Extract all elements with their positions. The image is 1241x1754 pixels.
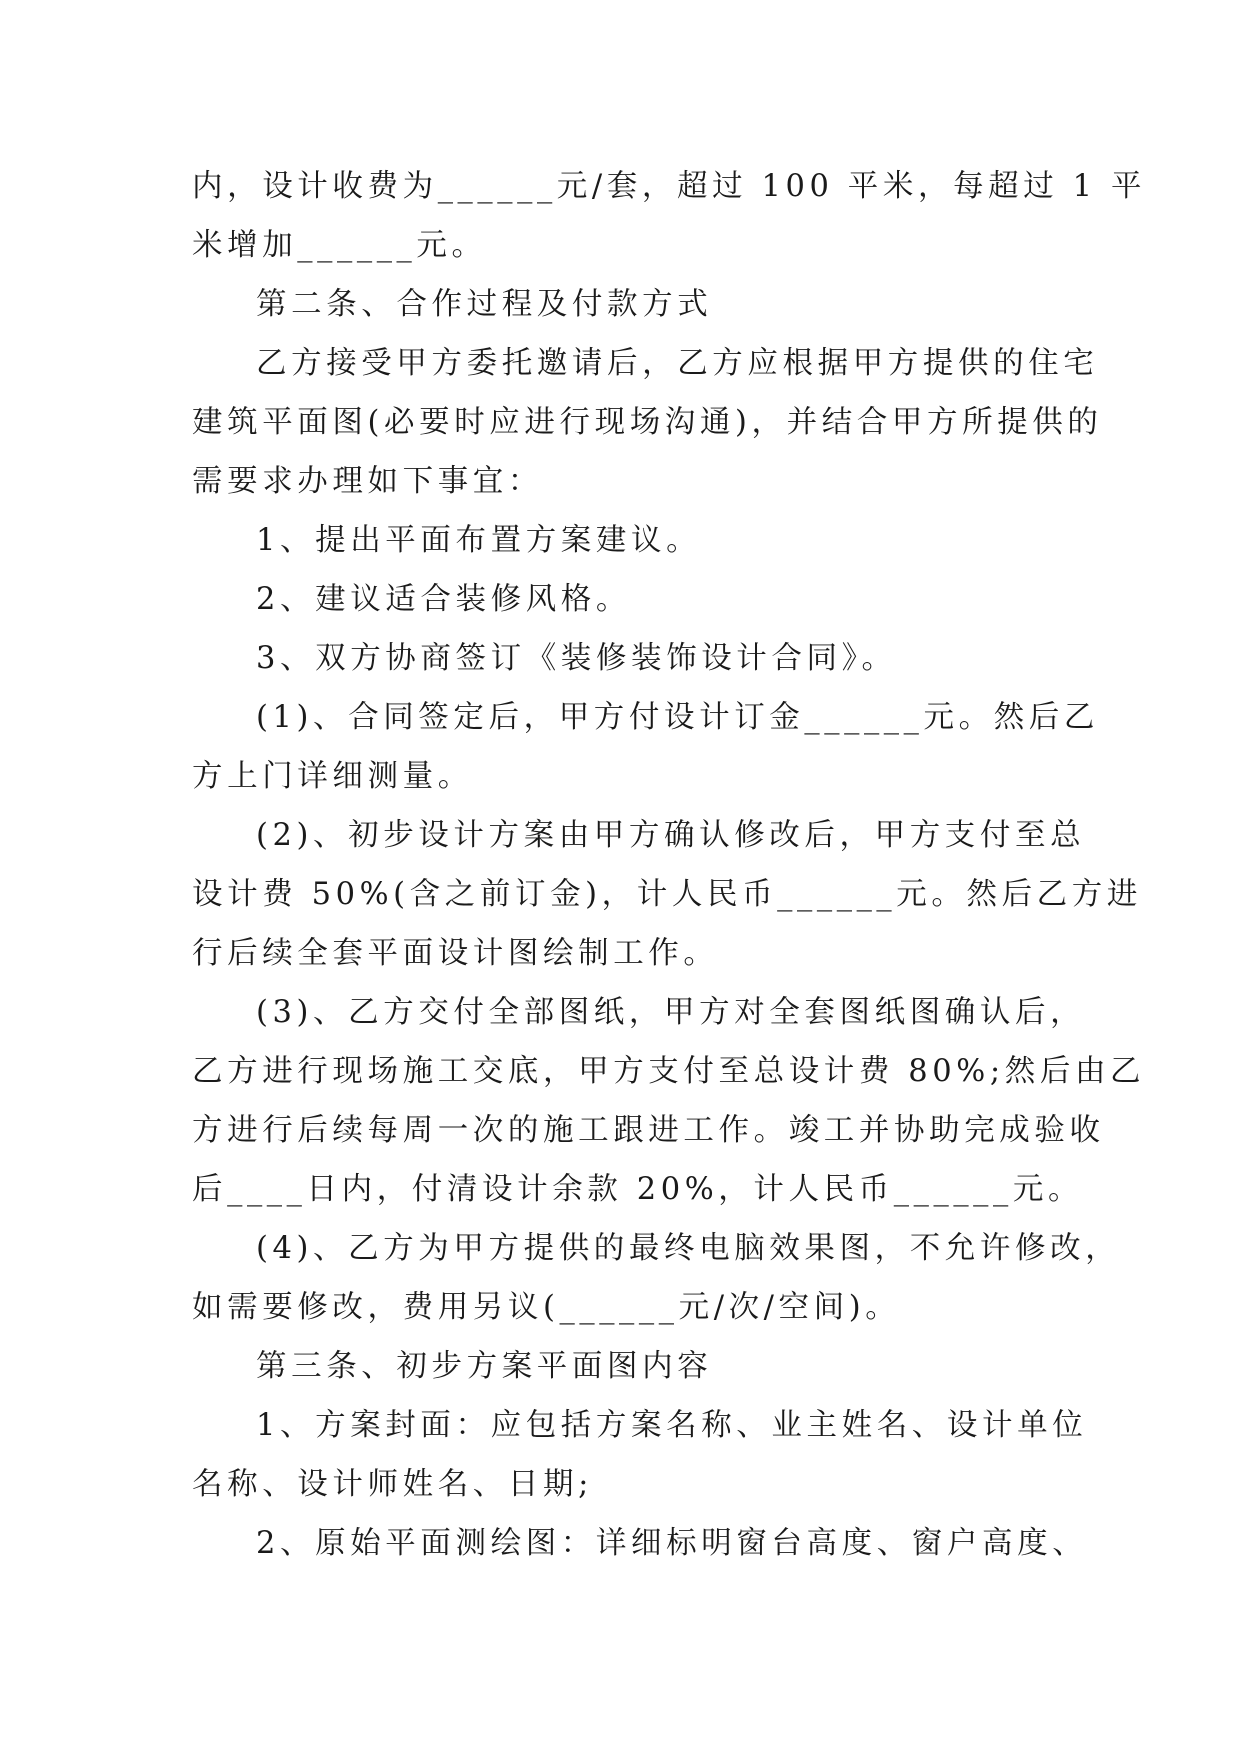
article-heading: 第二条、合作过程及付款方式 xyxy=(256,287,713,322)
text-line: 建筑平面图(必要时应进行现场沟通)，并结合甲方所提供的 xyxy=(192,405,1103,440)
text-line: 乙方进行现场施工交底，甲方支付至总设计费 80%;然后由乙 xyxy=(192,1054,1146,1089)
article-heading: 第三条、初步方案平面图内容 xyxy=(256,1349,713,1384)
list-item: 2、原始平面测绘图：详细标明窗台高度、窗户高度、 xyxy=(256,1526,1088,1561)
text-line: 后____日内，付清设计余款 20%，计人民币______元。 xyxy=(192,1172,1084,1207)
list-item: 1、提出平面布置方案建议。 xyxy=(256,523,702,558)
sub-item: (1)、合同签定后，甲方付设计订金______元。然后乙 xyxy=(256,700,1100,735)
list-item: 3、双方协商签订《装修装饰设计合同》。 xyxy=(256,641,897,676)
text-line: 内，设计收费为______元/套，超过 100 平米，每超过 1 平 xyxy=(192,169,1147,204)
text-line: 设计费 50%(含之前订金)，计人民币______元。然后乙方进 xyxy=(192,877,1142,912)
list-item: 1、方案封面：应包括方案名称、业主姓名、设计单位 xyxy=(256,1408,1088,1443)
text-line: 名称、设计师姓名、日期; xyxy=(192,1467,593,1502)
text-line: 如需要修改，费用另议(______元/次/空间)。 xyxy=(192,1290,901,1325)
text-line: 需要求办理如下事宜： xyxy=(192,464,543,499)
sub-item: (4)、乙方为甲方提供的最终电脑效果图，不允许修改， xyxy=(256,1231,1121,1266)
text-line: 方进行后续每周一次的施工跟进工作。竣工并协助完成验收 xyxy=(192,1113,1105,1148)
text-line: 行后续全套平面设计图绘制工作。 xyxy=(192,936,719,971)
document-body xyxy=(192,157,1147,1573)
text-line: 乙方接受甲方委托邀请后，乙方应根据甲方提供的住宅 xyxy=(256,346,1099,381)
sub-item: (3)、乙方交付全部图纸，甲方对全套图纸图确认后， xyxy=(256,995,1086,1030)
sub-item: (2)、初步设计方案由甲方确认修改后，甲方支付至总 xyxy=(256,818,1086,853)
text-line: 方上门详细测量。 xyxy=(192,759,473,794)
text-line: 米增加______元。 xyxy=(192,228,487,263)
list-item: 2、建议适合装修风格。 xyxy=(256,582,632,617)
